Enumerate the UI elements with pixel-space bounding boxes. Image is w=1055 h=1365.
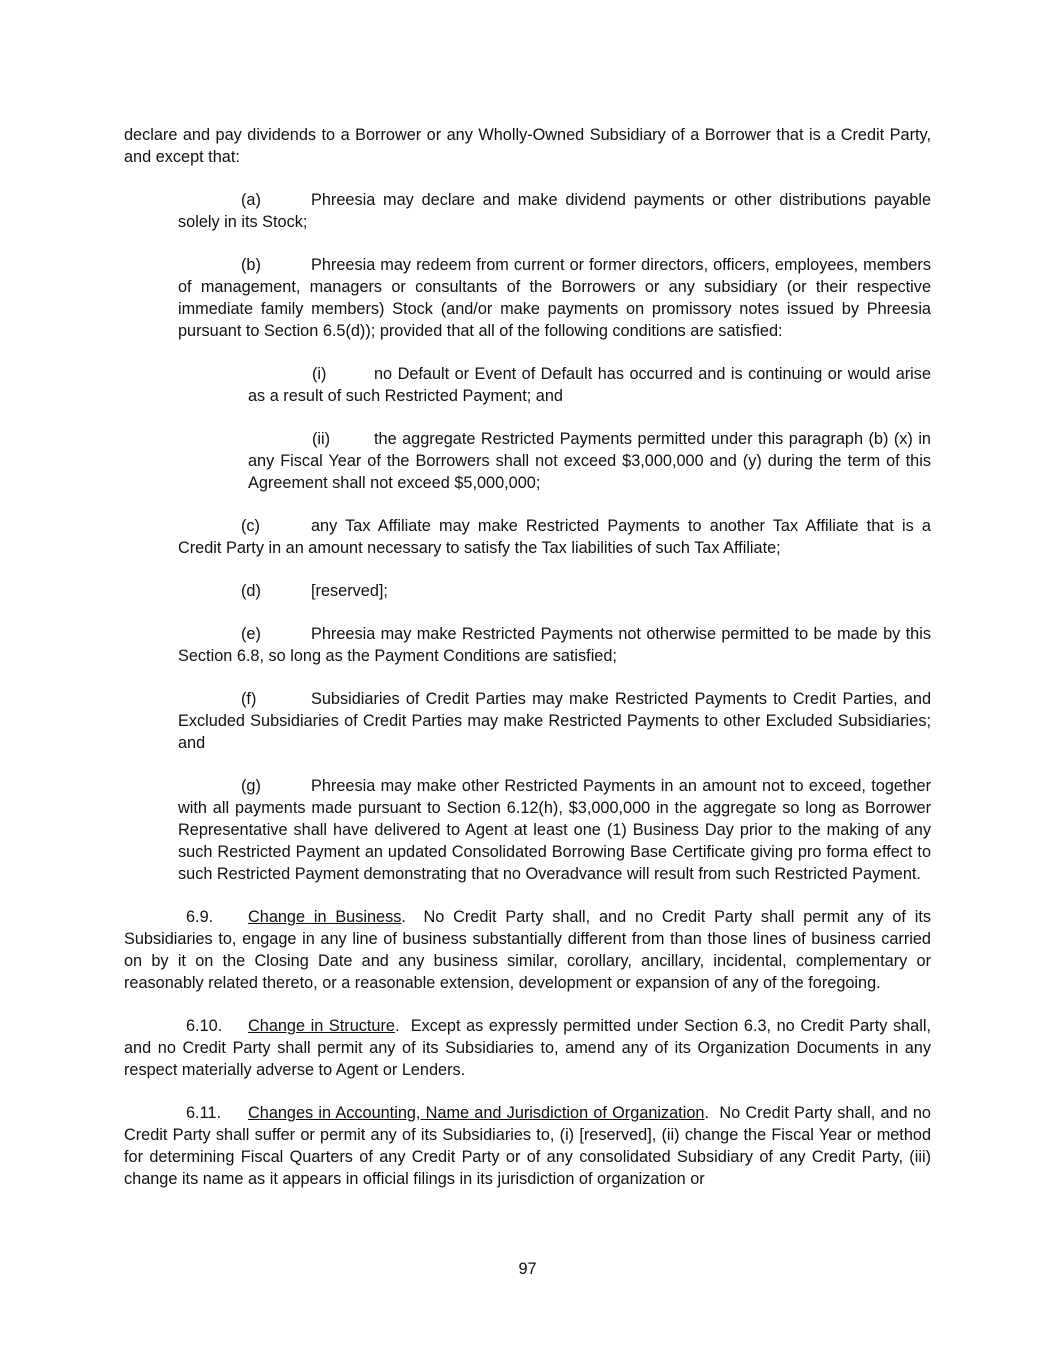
clause-label: (b) [241, 256, 261, 274]
section-text: No Credit Party shall, and no Credit Party shall permit any of its Subsidiaries to, engage in any line of business substantially different from than those lines of business carried on by it on the Closing Date and any business similar, corollary, ancillary, incidental, complementary or reasonably related thereto, or a reasonable extension, development or expansion of any of the foregoing. [124, 908, 931, 992]
section-text: Except as expressly permitted under Section 6.3, no Credit Party shall, and no Credit Party shall permit any of its Subsidiaries to, amend any of its Organization Documents in any respect materially adverse to Agent or Lenders. [124, 1017, 931, 1079]
clause-label: (f) [241, 690, 257, 708]
clause-e [178, 623, 931, 667]
clause-label: (e) [241, 625, 261, 643]
intro-paragraph: declare and pay dividends to a Borrower or any Wholly-Owned Subsidiary of a Borrower that is a Credit Party, and except that: [124, 126, 931, 166]
section-text: No Credit Party shall, and no Credit Party shall suffer or permit any of its Subsidiaries to, (i) [reserved], (ii) change the Fiscal Year or method for determining Fiscal Quarters of any Credit Party or of any consolidated Subsidiary of any Credit Party, (iii) change its name as it appears in official filings in its jurisdiction of organization or [124, 1104, 931, 1188]
clause-label: (g) [241, 777, 261, 795]
clause-text: [reserved]; [311, 582, 388, 600]
clause-d [178, 580, 931, 602]
section-number: 6.11. [186, 1104, 222, 1122]
clause-b-i [248, 363, 931, 407]
section-6-10: 6.10. Change in Structure. Except as expressly permitted under Section 6.3, no Credit Party shall, and no Credit Party shall permit any of its Subsidiaries to, amend any of its Organization Documents in any respect materially adverse to Agent or Lenders. [124, 1017, 931, 1079]
clause-label: (a) [241, 191, 261, 209]
clause-text: the aggregate Restricted Payments permitted under this paragraph (b) (x) in any Fiscal Year of the Borrowers shall not exceed $3,000,000 and (y) during the term of this Agreement shall not exceed $5,000,000; [248, 430, 931, 492]
clause-label: (ii) [312, 430, 331, 448]
section-6-11: 6.11. Changes in Accounting, Name and Jurisdiction of Organization. No Credit Party shall, and no Credit Party shall suffer or permit any of its Subsidiaries to, (i) [reserved], (ii) change the Fiscal Year or method for determining Fiscal Quarters of any Credit Party or of any consolidated Subsidiary of any Credit Party, (iii) change its name as it appears in official filings in its jurisdiction of organization or [124, 1104, 931, 1188]
section-heading: Change in Business [248, 908, 402, 926]
clause-b-ii [248, 428, 931, 494]
clause-text: Phreesia may make Restricted Payments not otherwise permitted to be made by this Section 6.8, so long as the Payment Conditions are satisfied; [178, 625, 931, 665]
clause-text: any Tax Affiliate may make Restricted Payments to another Tax Affiliate that is a Credit Party in an amount necessary to satisfy the Tax liabilities of such Tax Affiliate; [178, 517, 931, 557]
clause-g [178, 775, 931, 885]
section-number: 6.9. [186, 908, 214, 926]
section-heading: Changes in Accounting, Name and Jurisdiction of Organization [248, 1104, 705, 1122]
clause-text: Phreesia may redeem from current or former directors, officers, employees, members of management, managers or consultants of the Borrowers or any subsidiary (or their respective immediate family members) Stock (and/or make payments on promissory notes issued by Phreesia pursuant to Section 6.5(d)); provided that all of the following conditions are satisfied: [178, 256, 931, 340]
clause-text: no Default or Event of Default has occurred and is continuing or would arise as a result of such Restricted Payment; and [248, 365, 931, 405]
page-number: 97 [518, 1260, 537, 1278]
clause-c [178, 515, 931, 559]
clause-a [178, 189, 931, 233]
clause-b [178, 254, 931, 342]
clause-text: Subsidiaries of Credit Parties may make Restricted Payments to Credit Parties, and Excluded Subsidiaries of Credit Parties may make Restricted Payments to other Excluded Subsidiaries; and [178, 690, 931, 752]
clause-f [178, 688, 931, 754]
section-number: 6.10. [186, 1017, 223, 1035]
clause-text: Phreesia may make other Restricted Payments in an amount not to exceed, together with all payments made pursuant to Section 6.12(h), $3,000,000 in the aggregate so long as Borrower Representative shall have delivered to Agent at least one (1) Business Day prior to the making of any such Restricted Payment an updated Consolidated Borrowing Base Certificate giving pro forma effect to such Restricted Payment demonstrating that no Overadvance will result from such Restricted Payment. [178, 777, 931, 883]
clause-label: (d) [241, 582, 261, 600]
section-heading: Change in Structure [248, 1017, 395, 1035]
page-body [124, 124, 931, 1190]
clause-label: (i) [312, 365, 327, 383]
section-6-9: 6.9. Change in Business. No Credit Party shall, and no Credit Party shall permit any of its Subsidiaries to, engage in any line of business substantially different from than those lines of business carried on by it on the Closing Date and any business similar, corollary, ancillary, incidental, complementary or reasonably related thereto, or a reasonable extension, development or expansion of any of the foregoing. [124, 908, 931, 992]
clause-label: (c) [241, 517, 260, 535]
clause-text: Phreesia may declare and make dividend payments or other distributions payable solely in its Stock; [178, 191, 931, 231]
